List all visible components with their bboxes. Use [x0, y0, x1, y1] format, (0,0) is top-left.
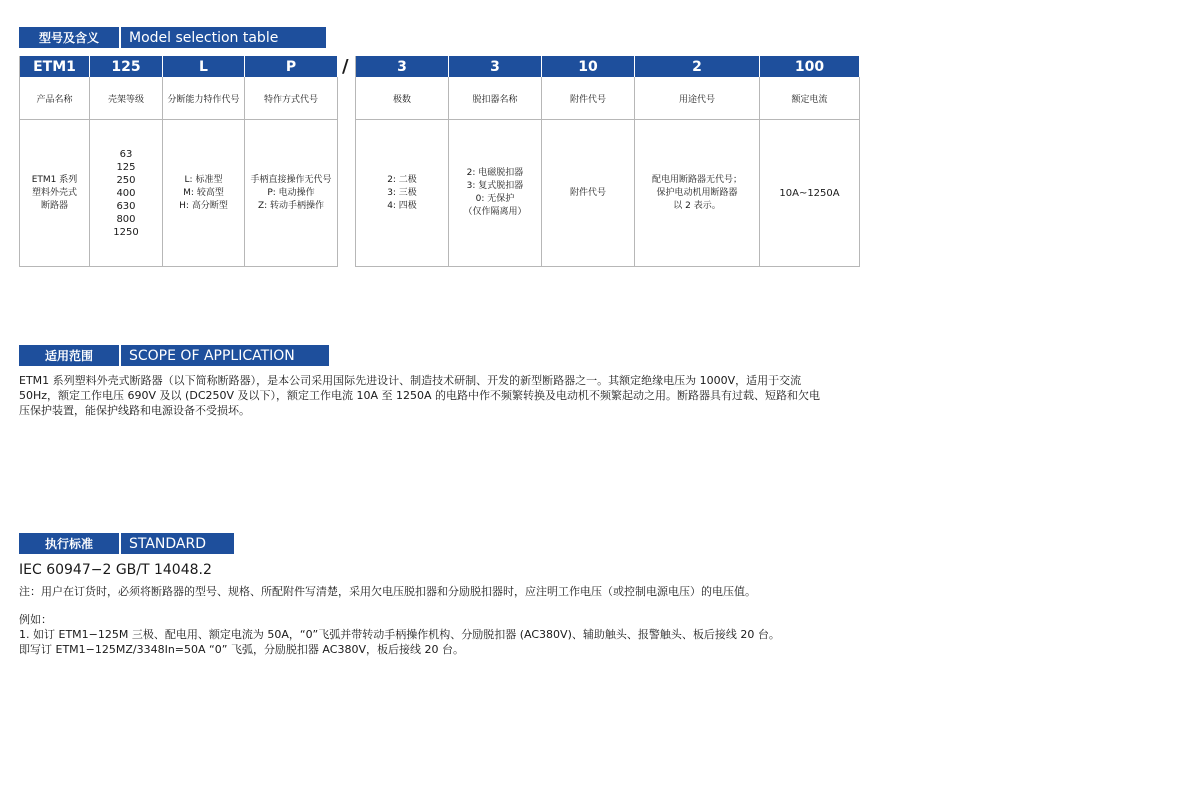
- column-name: 额定电流: [760, 77, 859, 120]
- model-table-right: [355, 56, 860, 267]
- column-description: 配电用断路器无代号； 保护电动机用断路器 以 2 表示。: [635, 120, 759, 267]
- column-description: 10A~1250A: [760, 120, 859, 267]
- table-column: [542, 56, 635, 267]
- column-code: L: [163, 56, 245, 77]
- column-code: 2: [635, 56, 760, 77]
- table-column: [760, 56, 860, 267]
- column-name: 壳架等级: [90, 77, 162, 120]
- model-section-header: [19, 27, 326, 48]
- column-code: 10: [542, 56, 635, 77]
- column-description: L: 标准型 M: 较高型 H: 高分断型: [163, 120, 244, 267]
- column-description: ETM1 系列 塑料外壳式 断路器: [20, 120, 89, 267]
- model-separator-slash: /: [342, 56, 349, 77]
- column-code: ETM1: [20, 56, 90, 77]
- scope-section-header: [19, 345, 329, 366]
- table-column: [355, 56, 449, 267]
- example-line: 1. 如订 ETM1−125M 三极、配电用、额定电流为 50A，“0”飞弧并带转动手柄操作机构、分励脱扣器 (AC380V)、辅助触头、报警触头、板后接线 20 台。: [19, 628, 780, 641]
- model-section-title-cn: 型号及含义: [19, 27, 119, 48]
- scope-line: ETM1 系列塑料外壳式断路器（以下简称断路器），是本公司采用国际先进设计、制造技术研制、开发的新型断路器之一。其额定绝缘电压为 1000V，适用于交流: [19, 374, 802, 387]
- column-code: 125: [90, 56, 163, 77]
- standard-section-title-en: STANDARD: [121, 533, 234, 554]
- column-code: 3: [356, 56, 449, 77]
- column-name: 产品名称: [20, 77, 89, 120]
- column-name: 特作方式代号: [245, 77, 337, 120]
- model-table-left: [19, 56, 338, 267]
- standard-section-title-cn: 执行标准: [19, 533, 119, 554]
- table-column: [163, 56, 245, 267]
- column-name: 附件代号: [542, 77, 634, 120]
- column-description: 手柄直接操作无代号 P: 电动操作 Z: 转动手柄操作: [245, 120, 337, 267]
- column-description: 2: 电磁脱扣器 3: 复式脱扣器 0: 无保护 （仅作隔离用）: [449, 120, 541, 267]
- example-line: 即写订 ETM1−125MZ/3348In=50A “0” 飞弧，分励脱扣器 AC380V，板后接线 20 台。: [19, 643, 464, 656]
- column-code: 100: [760, 56, 860, 77]
- scope-paragraph: [19, 373, 869, 418]
- scope-line: 压保护装置，能保护线路和电源设备不受损坏。: [19, 404, 250, 417]
- table-column: [19, 56, 90, 267]
- example-label: 例如：: [19, 613, 52, 626]
- scope-line: 50Hz，额定工作电压 690V 及以 (DC250V 及以下），额定工作电流 10A 至 1250A 的电路中作不频繁转换及电动机不频繁起动之用。断路器具有过载、短路和欠电: [19, 389, 821, 402]
- standard-value: IEC 60947−2 GB/T 14048.2: [19, 562, 212, 578]
- model-section-title-en: Model selection table: [121, 27, 326, 48]
- column-code: P: [245, 56, 338, 77]
- standard-section-header: [19, 533, 234, 554]
- column-description: 附件代号: [542, 120, 634, 267]
- column-description: 2: 二极 3: 三极 4: 四极: [356, 120, 448, 267]
- column-name: 极数: [356, 77, 448, 120]
- scope-section-title-cn: 适用范围: [19, 345, 119, 366]
- column-name: 分断能力特作代号: [163, 77, 244, 120]
- column-code: 3: [449, 56, 542, 77]
- column-description: 63 125 250 400 630 800 1250: [90, 120, 162, 267]
- column-name: 脱扣器名称: [449, 77, 541, 120]
- table-column: [90, 56, 163, 267]
- table-column: [635, 56, 760, 267]
- order-note: 注：用户在订货时，必须将断路器的型号、规格、所配附件写清楚，采用欠电压脱扣器和分励脱扣器时，应注明工作电压（或控制电源电压）的电压值。: [19, 585, 756, 598]
- scope-section-title-en: SCOPE OF APPLICATION: [121, 345, 329, 366]
- example-block: [19, 612, 1019, 657]
- table-column: [245, 56, 338, 267]
- table-column: [449, 56, 542, 267]
- column-name: 用途代号: [635, 77, 759, 120]
